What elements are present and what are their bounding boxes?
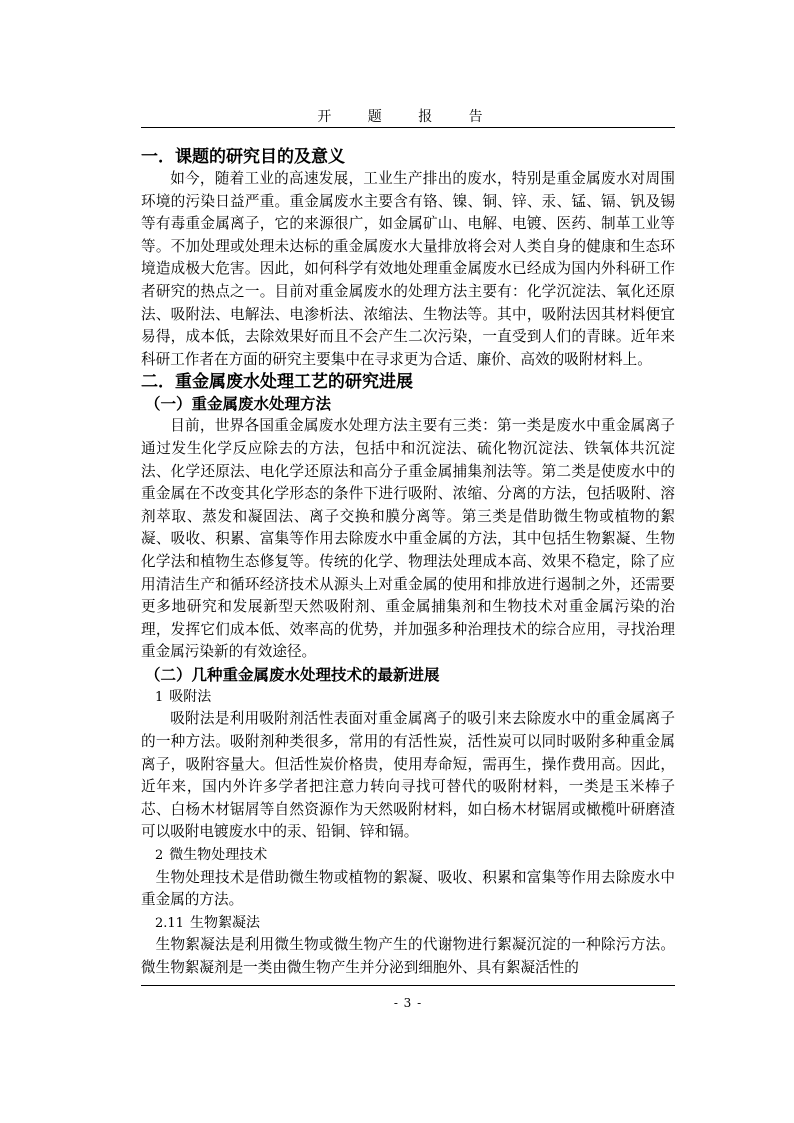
header-divider (141, 127, 675, 128)
list-item-number: 1 (155, 689, 164, 705)
section-2-heading: 二．重金属废水处理工艺的研究进展 (141, 372, 413, 393)
document-body (141, 146, 675, 980)
microbial-treatment-paragraph: 生物处理技术是借助微生物或植物的絮凝、吸收、积累和富集等作用去除废水中重金属的方法。 (141, 868, 675, 909)
list-item-number: 2.11 (155, 915, 184, 931)
list-item-adsorption (141, 686, 675, 709)
section-1-paragraph: 如今，随着工业的高速发展，工业生产排出的废水，特别是重金属废水对周围环境的污染日益严重。重金属废水主要含有铬、镍、铜、锌、汞、锰、镉、钒及锡等有毒重金属离子，它的来源很广，如金属矿山、电解、电镀、医药、制革工业等等。不加处理或处理未达标的重金属废水大量排放将会对人类自身的健康和生态环境造成极大危害。因此，如何科学有效地处理重金属废水已经成为国内外科研工作者研究的热点之一。目前对重金属废水的处理方法主要有：化学沉淀法、氧化还原法、吸附法、电解法、电渗析法、浓缩法、生物法等。其中，吸附法因其材料便宜易得，成本低，去除效果好而且不会产生二次污染，一直受到人们的青睐。近年来科研工作者在方面的研究主要集中在寻求更为合适、廉价、高效的吸附材料上。 (141, 170, 675, 368)
list-item-microbial-treatment (141, 844, 675, 867)
footer-divider (141, 985, 675, 986)
list-item-bioflocculation (141, 912, 675, 935)
section-1-heading: 一．课题的研究目的及意义 (141, 147, 345, 167)
subsection-1-heading: （一）重金属废水处理方法 (145, 395, 332, 414)
page-number: - 3 - (393, 996, 423, 1010)
list-item-label: 吸附法 (169, 688, 212, 705)
page-header-title: 开 题 报 告 (317, 109, 499, 125)
subsection-2-heading: （二）几种重金属废水处理技术的最新进展 (145, 665, 440, 684)
list-item-label: 微生物处理技术 (169, 847, 268, 864)
subsection-1-paragraph: 目前，世界各国重金属废水处理方法主要有三类：第一类是废水中重金属离子通过发生化学反应除去的方法，包括中和沉淀法、硫化物沉淀法、铁氧体共沉淀法、化学还原法、电化学还原法和高分子重金属捕集剂法等。第二类是使废水中的重金属在不改变其化学形态的条件下进行吸附、浓缩、分离的方法，包括吸附、溶剂萃取、蒸发和凝固法、离子交换和膜分离等。第三类是借助微生物或植物的絮凝、吸收、积累、富集等作用去除废水中重金属的方法，其中包括生物絮凝、生物化学法和植物生态修复等。传统的化学、物理法处理成本高、效果不稳定，除了应用清洁生产和循环经济技术从源头上对重金属的使用和排放进行遏制之外，还需要更多地研究和发展新型天然吸附剂、重金属捕集剂和生物技术对重金属污染的治理，发挥它们成本低、效率高的优势，并加强多种治理技术的综合应用，寻找治理重金属污染新的有效途径。 (141, 417, 675, 661)
list-item-label: 生物絮凝法 (189, 914, 260, 931)
list-item-number: 2 (155, 848, 164, 864)
bioflocculation-paragraph: 生物絮凝法是利用微生物或微生物产生的代谢物进行絮凝沉淀的一种除污方法。微生物絮凝剂是一类由微生物产生并分泌到细胞外、具有絮凝活性的 (141, 936, 675, 976)
adsorption-paragraph: 吸附法是利用吸附剂活性表面对重金属离子的吸引来去除废水中的重金属离子的一种方法。吸附剂种类很多，常用的有活性炭，活性炭可以同时吸附多种重金属离子，吸附容量大。但活性炭价格贵，使用寿命短，需再生，操作费用高。因此，近年来，国内外许多学者把注意力转向寻找可替代的吸附材料，一类是玉米棒子芯、白杨木材锯屑等自然资源作为天然吸附材料，如白杨木材锯屑或橄榄叶研磨渣可以吸附电镀废水中的汞、铅铜、锌和镉。 (141, 710, 675, 841)
